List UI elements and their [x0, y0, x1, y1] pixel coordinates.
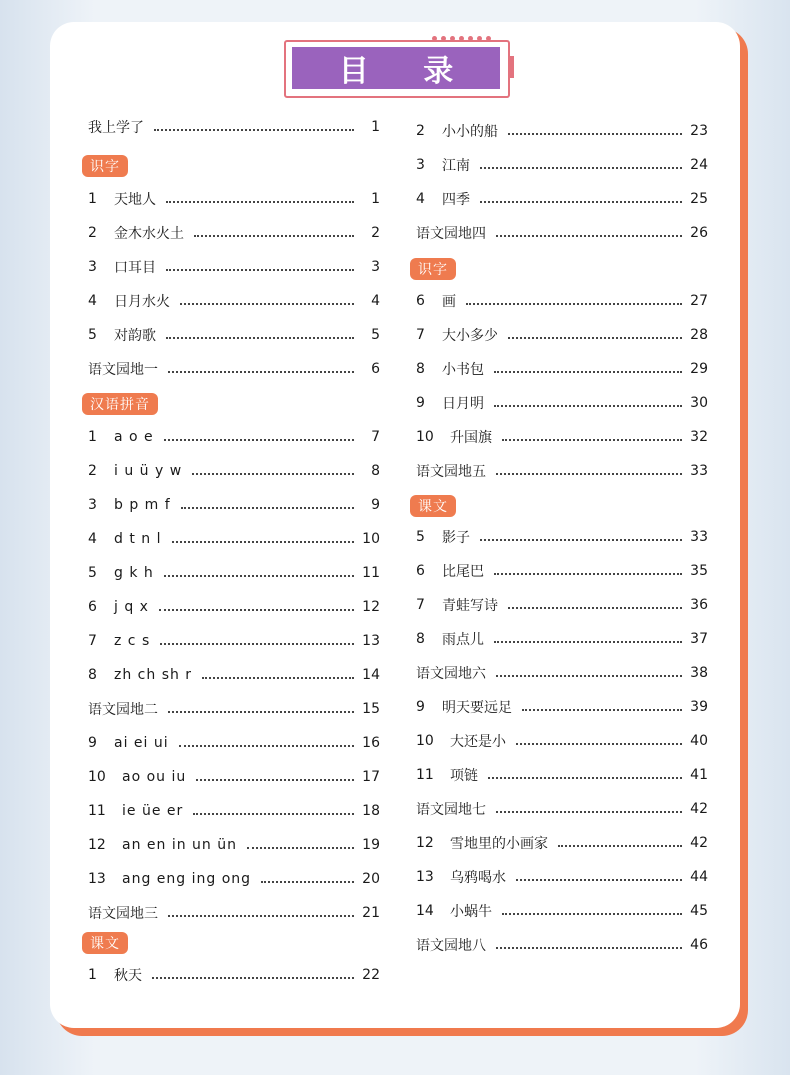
entry-number: 9	[416, 395, 425, 411]
leader-dots	[488, 776, 682, 779]
entry-title: 项链	[450, 768, 478, 784]
entry-number: 12	[88, 837, 106, 853]
entry-page-number: 3	[371, 259, 380, 275]
entry-title: 乌鸦喝水	[450, 870, 506, 886]
entry-title: j q x	[114, 599, 149, 615]
entry-title: a o e	[114, 429, 154, 445]
toc-entry[interactable]	[410, 386, 710, 420]
entry-title: ie üe er	[122, 803, 184, 819]
title-corner-decoration	[510, 56, 514, 78]
section-tag: 识字	[82, 155, 128, 177]
toc-entry[interactable]	[410, 656, 710, 690]
leader-dots	[496, 810, 682, 813]
leader-dots	[502, 438, 682, 441]
entry-page-number: 1	[371, 119, 380, 135]
entry-title: 语文园地七	[416, 802, 486, 818]
toc-entry[interactable]	[410, 454, 710, 488]
entry-title: an en in un ün	[122, 837, 237, 853]
entry-title: 比尾巴	[442, 564, 484, 580]
leader-dots	[508, 606, 682, 609]
leader-dots	[193, 812, 354, 815]
entry-page-number: 32	[690, 429, 708, 445]
entry-title: 小蜗牛	[450, 904, 492, 920]
entry-page-number: 8	[371, 463, 380, 479]
toc-entry[interactable]	[82, 624, 382, 658]
toc-entry[interactable]	[410, 588, 710, 622]
entry-page-number: 41	[690, 767, 708, 783]
leader-dots	[172, 540, 355, 543]
entry-page-number: 30	[690, 395, 708, 411]
entry-page-number: 24	[690, 157, 708, 173]
entry-page-number: 29	[690, 361, 708, 377]
entry-number: 5	[88, 565, 97, 581]
entry-title: 语文园地五	[416, 464, 486, 480]
leader-dots	[496, 674, 682, 677]
entry-page-number: 13	[362, 633, 380, 649]
entry-page-number: 2	[371, 225, 380, 241]
section-tag: 课文	[410, 495, 456, 517]
entry-number: 6	[416, 563, 425, 579]
entry-title: 语文园地二	[88, 702, 158, 718]
entry-number: 8	[416, 631, 425, 647]
toc-entry[interactable]	[410, 860, 710, 894]
leader-dots	[166, 200, 354, 203]
entry-page-number: 28	[690, 327, 708, 343]
entry-title: 大还是小	[450, 734, 506, 750]
leader-dots	[494, 640, 682, 643]
entry-page-number: 44	[690, 869, 708, 885]
entry-title: 语文园地四	[416, 226, 486, 242]
entry-title: 金木水火土	[114, 226, 184, 242]
entry-number: 13	[88, 871, 106, 887]
toc-entry[interactable]	[82, 794, 382, 828]
entry-page-number: 5	[371, 327, 380, 343]
toc-entry[interactable]	[82, 692, 382, 726]
toc-entry[interactable]	[410, 792, 710, 826]
leader-dots	[194, 234, 354, 237]
entry-number: 4	[88, 293, 97, 309]
toc-entry[interactable]	[82, 658, 382, 692]
leader-dots	[247, 846, 354, 849]
toc-entry[interactable]	[82, 590, 382, 624]
leader-dots	[152, 976, 354, 979]
entry-number: 6	[88, 599, 97, 615]
entry-title: 天地人	[114, 192, 156, 208]
entry-number: 8	[416, 361, 425, 377]
entry-page-number: 9	[371, 497, 380, 513]
toc-entry[interactable]	[410, 420, 710, 454]
leader-dots	[496, 472, 682, 475]
leader-dots	[261, 880, 354, 883]
entry-page-number: 11	[362, 565, 380, 581]
leader-dots	[164, 574, 354, 577]
title-frame	[284, 40, 510, 98]
leader-dots	[179, 744, 354, 747]
entry-number: 1	[88, 191, 97, 207]
toc-entry[interactable]	[410, 554, 710, 588]
leader-dots	[480, 538, 682, 541]
entry-page-number: 23	[690, 123, 708, 139]
toc-entry[interactable]	[82, 250, 382, 284]
entry-number: 11	[416, 767, 434, 783]
entry-title: zh ch sh r	[114, 667, 193, 683]
entry-page-number: 35	[690, 563, 708, 579]
toc-entry[interactable]	[410, 318, 710, 352]
entry-number: 7	[416, 327, 425, 343]
leader-dots	[202, 676, 354, 679]
entry-number: 2	[416, 123, 425, 139]
entry-page-number: 10	[362, 531, 380, 547]
entry-title: 雪地里的小画家	[450, 836, 548, 852]
toc-entry[interactable]	[82, 556, 382, 590]
leader-dots	[466, 302, 682, 305]
toc-entry[interactable]	[410, 826, 710, 860]
toc-entry[interactable]	[82, 352, 382, 386]
leader-dots	[160, 642, 354, 645]
leader-dots	[154, 128, 354, 131]
entry-title: 青蛙写诗	[442, 598, 498, 614]
entry-number: 13	[416, 869, 434, 885]
entry-title: b p m f	[114, 497, 171, 513]
leader-dots	[558, 844, 682, 847]
leader-dots	[496, 946, 682, 949]
leader-dots	[166, 336, 354, 339]
entry-title: 秋天	[114, 968, 142, 984]
entry-page-number: 26	[690, 225, 708, 241]
entry-page-number: 46	[690, 937, 708, 953]
section-tag: 汉语拼音	[82, 393, 158, 415]
entry-page-number: 40	[690, 733, 708, 749]
entry-page-number: 6	[371, 361, 380, 377]
leader-dots	[192, 472, 354, 475]
leader-dots	[196, 778, 354, 781]
toc-entry[interactable]	[410, 724, 710, 758]
leader-dots	[494, 572, 682, 575]
entry-page-number: 36	[690, 597, 708, 613]
entry-title: z c s	[114, 633, 151, 649]
entry-title: 画	[442, 294, 456, 310]
leader-dots	[502, 912, 682, 915]
entry-page-number: 33	[690, 463, 708, 479]
entry-title: 江南	[442, 158, 470, 174]
leader-dots	[522, 708, 682, 711]
leader-dots	[480, 200, 682, 203]
toc-entry[interactable]	[82, 522, 382, 556]
entry-page-number: 42	[690, 835, 708, 851]
leader-dots	[494, 370, 682, 373]
leader-dots	[496, 234, 682, 237]
toc-entry[interactable]	[82, 318, 382, 352]
toc-entry[interactable]	[82, 110, 382, 144]
toc-entry[interactable]	[410, 352, 710, 386]
entry-title: 日月水火	[114, 294, 170, 310]
entry-page-number: 39	[690, 699, 708, 715]
entry-number: 9	[416, 699, 425, 715]
entry-number: 5	[88, 327, 97, 343]
entry-number: 1	[88, 429, 97, 445]
entry-number: 2	[88, 463, 97, 479]
section-tag: 课文	[82, 932, 128, 954]
leader-dots	[181, 506, 354, 509]
entry-number: 12	[416, 835, 434, 851]
entry-page-number: 21	[362, 905, 380, 921]
entry-title: 雨点儿	[442, 632, 484, 648]
leader-dots	[516, 878, 682, 881]
toc-entry[interactable]	[410, 216, 710, 250]
leader-dots	[159, 608, 354, 611]
toc-entry[interactable]	[82, 828, 382, 862]
entry-number: 10	[88, 769, 106, 785]
entry-title: 升国旗	[450, 430, 492, 446]
toc-entry[interactable]	[82, 284, 382, 318]
entry-title: 对韵歌	[114, 328, 156, 344]
entry-number: 3	[416, 157, 425, 173]
entry-page-number: 18	[362, 803, 380, 819]
entry-page-number: 1	[371, 191, 380, 207]
entry-number: 11	[88, 803, 106, 819]
entry-number: 4	[88, 531, 97, 547]
toc-entry[interactable]	[82, 862, 382, 896]
entry-page-number: 15	[362, 701, 380, 717]
entry-page-number: 25	[690, 191, 708, 207]
entry-page-number: 7	[371, 429, 380, 445]
entry-page-number: 4	[371, 293, 380, 309]
toc-entry[interactable]	[410, 520, 710, 554]
entry-number: 7	[416, 597, 425, 613]
entry-number: 3	[88, 259, 97, 275]
toc-entry[interactable]	[410, 114, 710, 148]
entry-title: 影子	[442, 530, 470, 546]
entry-page-number: 20	[362, 871, 380, 887]
entry-title: ai ei ui	[114, 735, 169, 751]
entry-number: 4	[416, 191, 425, 207]
entry-title: 语文园地一	[88, 362, 158, 378]
toc-entry[interactable]	[410, 758, 710, 792]
leader-dots	[168, 914, 354, 917]
leader-dots	[168, 710, 354, 713]
entry-page-number: 22	[362, 967, 380, 983]
leader-dots	[180, 302, 354, 305]
entry-title: 大小多少	[442, 328, 498, 344]
toc-entry[interactable]	[410, 148, 710, 182]
entry-page-number: 14	[362, 667, 380, 683]
toc-entry[interactable]	[82, 488, 382, 522]
leader-dots	[508, 336, 682, 339]
entry-number: 5	[416, 529, 425, 545]
entry-number: 6	[416, 293, 425, 309]
entry-page-number: 19	[362, 837, 380, 853]
entry-title: 四季	[442, 192, 470, 208]
page-title: 目 录	[292, 47, 500, 89]
toc-entry[interactable]	[82, 216, 382, 250]
toc-entry[interactable]	[82, 454, 382, 488]
entry-title: i u ü y w	[114, 463, 183, 479]
entry-number: 1	[88, 967, 97, 983]
title-dots-decoration	[432, 36, 491, 44]
toc-entry[interactable]	[82, 958, 382, 992]
entry-number: 2	[88, 225, 97, 241]
entry-page-number: 27	[690, 293, 708, 309]
entry-title: g k h	[114, 565, 154, 581]
toc-entry[interactable]	[410, 622, 710, 656]
entry-page-number: 16	[362, 735, 380, 751]
toc-entry[interactable]	[410, 690, 710, 724]
entry-page-number: 12	[362, 599, 380, 615]
entry-page-number: 37	[690, 631, 708, 647]
entry-title: 日月明	[442, 396, 484, 412]
leader-dots	[166, 268, 354, 271]
section-tag: 识字	[410, 258, 456, 280]
toc-entry[interactable]	[82, 420, 382, 454]
entry-title: ang eng ing ong	[122, 871, 252, 887]
toc-entry[interactable]	[410, 894, 710, 928]
leader-dots	[168, 370, 354, 373]
toc-entry[interactable]	[82, 182, 382, 216]
entry-title: 小小的船	[442, 124, 498, 140]
leader-dots	[164, 438, 354, 441]
toc-entry[interactable]	[410, 928, 710, 962]
entry-number: 10	[416, 429, 434, 445]
entry-page-number: 33	[690, 529, 708, 545]
entry-title: ao ou iu	[122, 769, 187, 785]
entry-number: 8	[88, 667, 97, 683]
leader-dots	[516, 742, 682, 745]
toc-entry[interactable]	[82, 726, 382, 760]
toc-entry[interactable]	[82, 896, 382, 930]
entry-title: 明天要远足	[442, 700, 512, 716]
entry-title: 语文园地三	[88, 906, 158, 922]
entry-title: 我上学了	[88, 120, 144, 136]
leader-dots	[494, 404, 682, 407]
entry-page-number: 42	[690, 801, 708, 817]
entry-number: 3	[88, 497, 97, 513]
entry-page-number: 45	[690, 903, 708, 919]
entry-title: 小书包	[442, 362, 484, 378]
entry-page-number: 17	[362, 769, 380, 785]
leader-dots	[508, 132, 682, 135]
toc-entry[interactable]	[410, 182, 710, 216]
entry-number: 14	[416, 903, 434, 919]
entry-number: 9	[88, 735, 97, 751]
entry-title: 语文园地六	[416, 666, 486, 682]
entry-title: d t n l	[114, 531, 162, 547]
entry-page-number: 38	[690, 665, 708, 681]
toc-entry[interactable]	[82, 760, 382, 794]
entry-number: 7	[88, 633, 97, 649]
entry-title: 口耳目	[114, 260, 156, 276]
leader-dots	[480, 166, 682, 169]
entry-number: 10	[416, 733, 434, 749]
toc-entry[interactable]	[410, 284, 710, 318]
entry-title: 语文园地八	[416, 938, 486, 954]
